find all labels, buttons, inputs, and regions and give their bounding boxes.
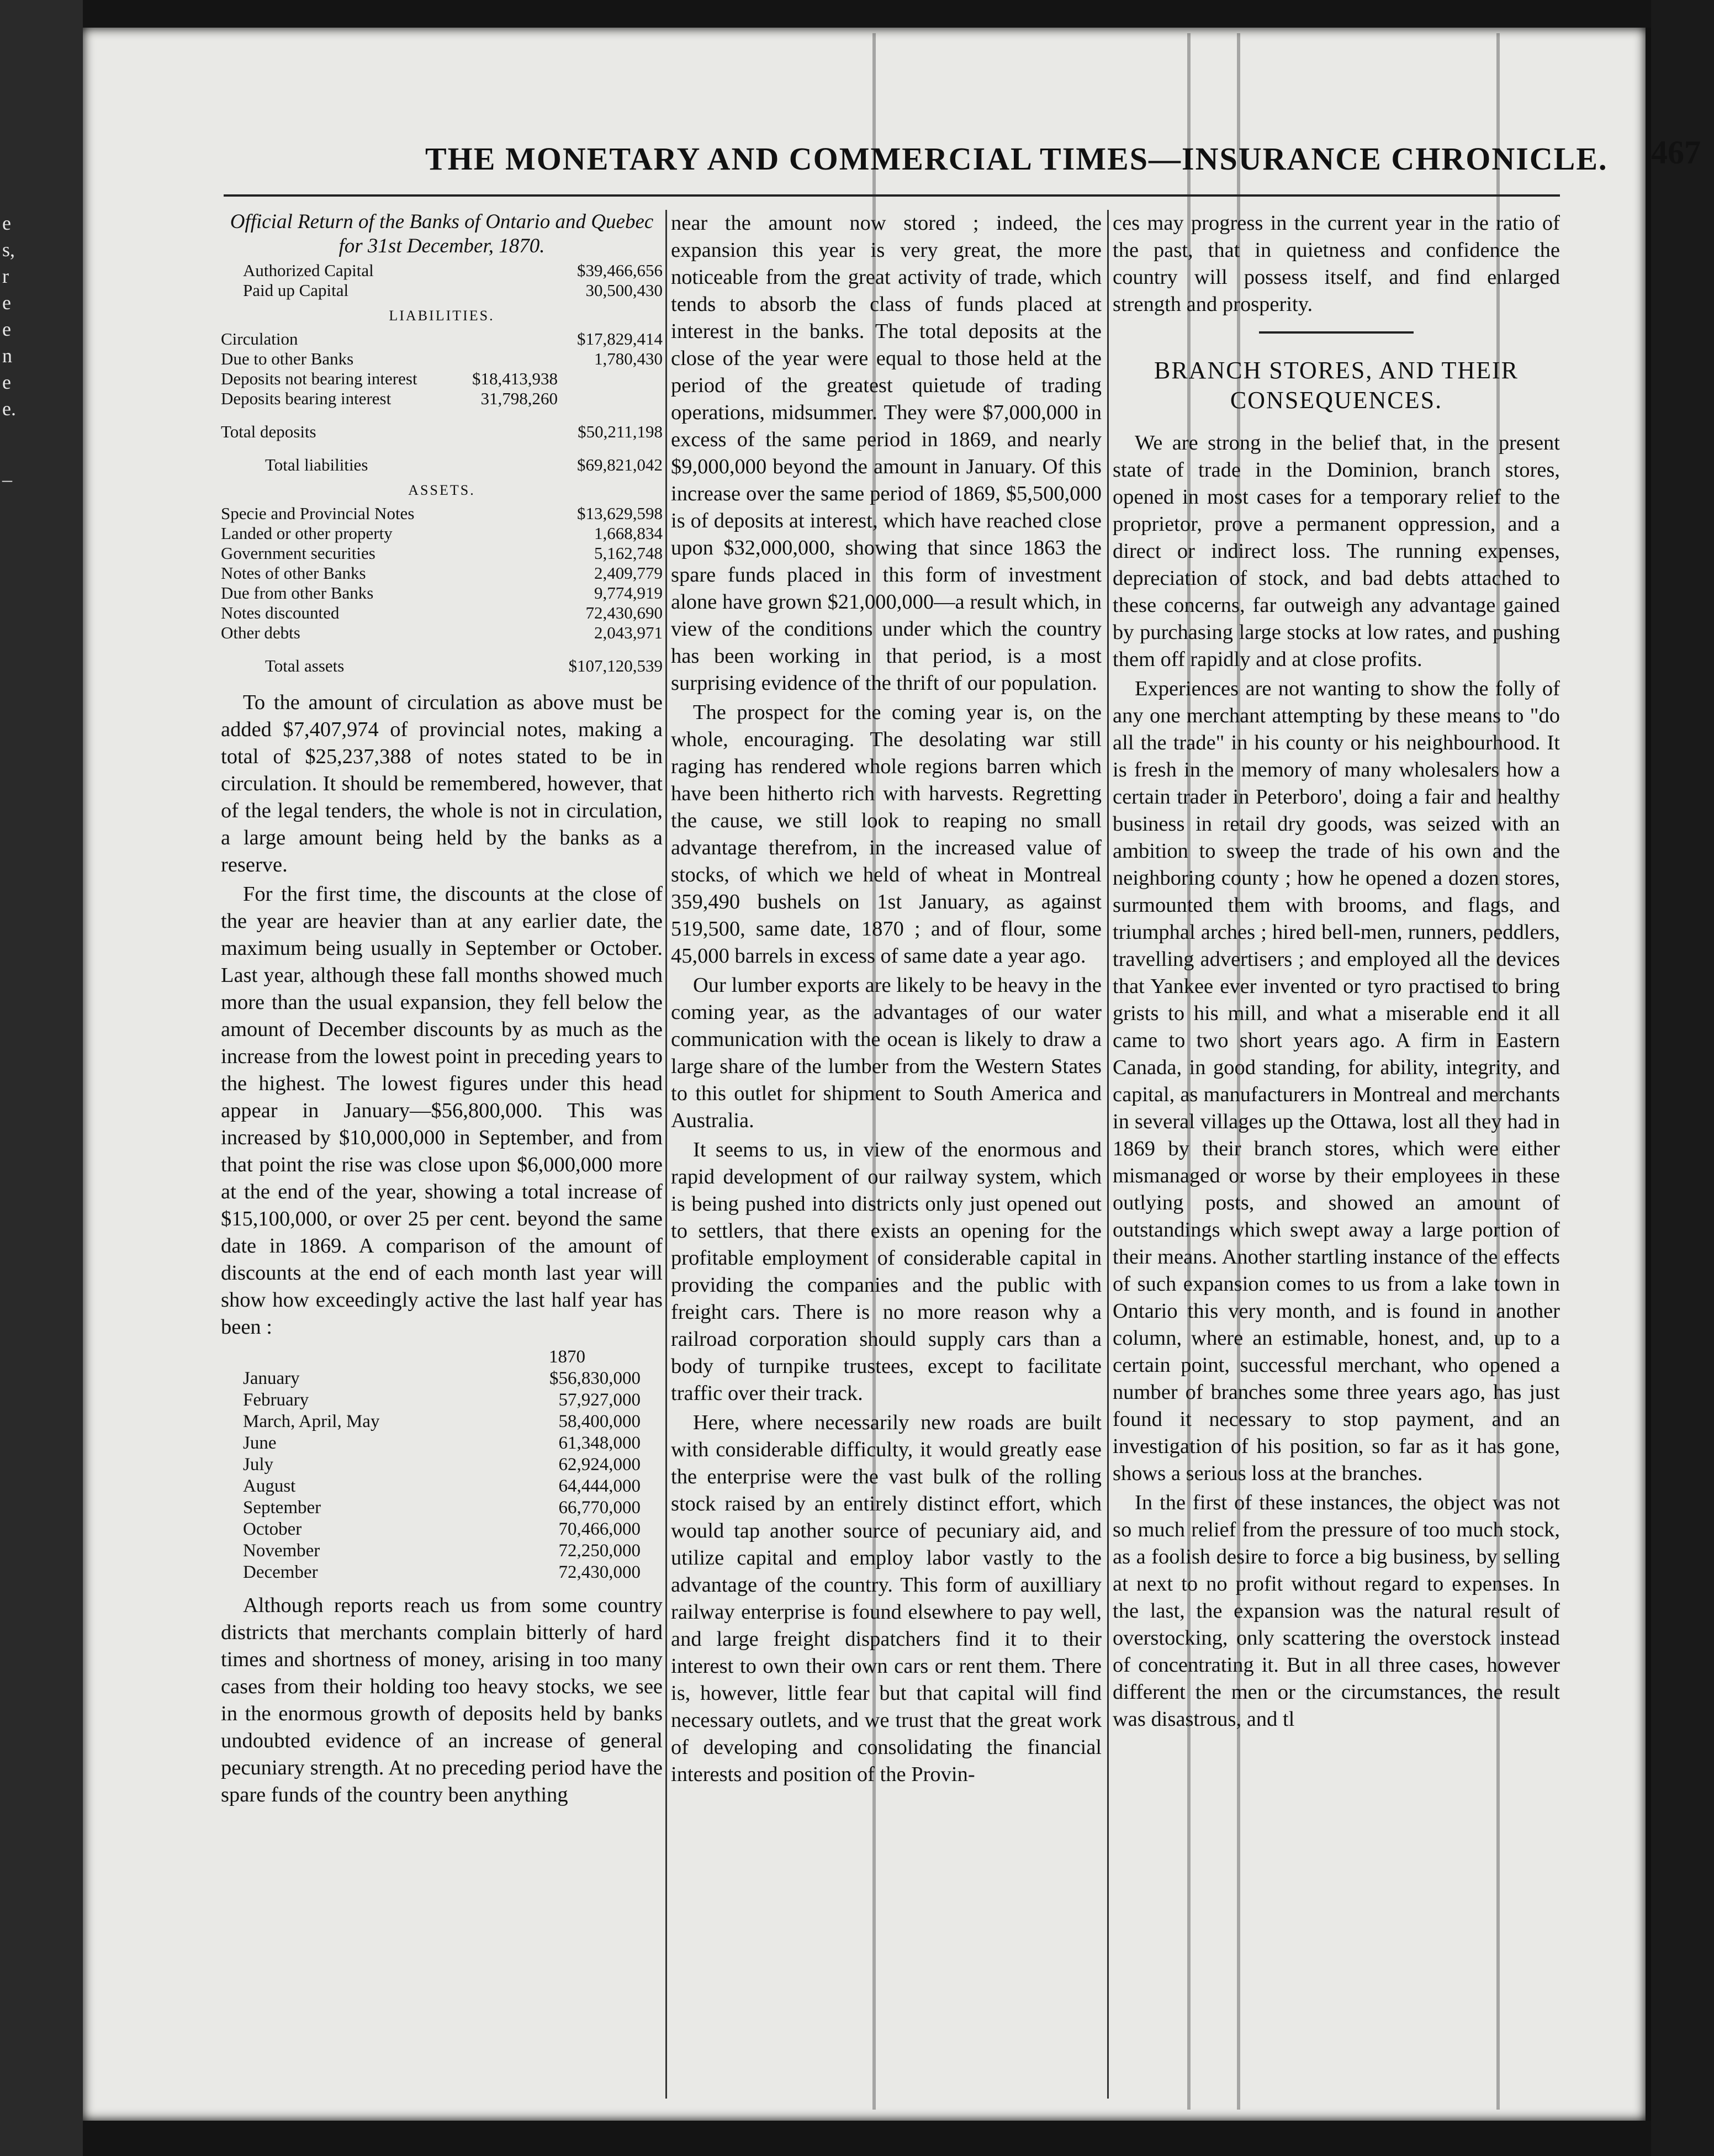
assets-heading: ASSETS. (408, 482, 475, 498)
month-row: August 64,444,000 (243, 1476, 641, 1496)
total-deposits-row: Total deposits $50,211,198 (221, 422, 663, 441)
monthly-discounts-table (243, 1346, 641, 1583)
paragraph: near the amount now stored ; indeed, the expansion this year is very great, the more noticeable from the great activity of trade, which tends to absorb the class of funds placed at interest in the banks. The total deposits at the close of the year were equal to those held at the period of the greatest quietude of trading operations, midsummer. They were $7,000,000 in excess of the same period in 1869, and nearly $9,000,000 beyond the amount in January. Of this increase over the same period of 1869, $5,500,000 is of deposits at interest, which have reached close upon $32,000,000, showing that since 1863 the spare funds placed in this form of investment alone have grown $21,000,000—a result which, in view of the conditions under which the country has been working in that period, is a most surprising evidence of the thrift of our population. (671, 212, 1102, 695)
ledger-row: Circulation $17,829,414 (221, 329, 663, 348)
bank-return-title: Official Return of the Banks of Ontario and Quebec for 31st December, 1870. (230, 210, 654, 257)
ledger-row: Deposits not bearing interest $18,413,938 (221, 369, 558, 388)
article-heading: BRANCH STORES, AND THEIR CONSEQUENCES. (1154, 357, 1519, 414)
ledger-row: Due from other Banks 9,774,919 (221, 583, 663, 603)
running-head: THE MONETARY AND COMMERCIAL TIMES—INSURANCE CHRONICLE. (425, 141, 1608, 177)
column-rule (1107, 210, 1109, 2099)
section-rule (1259, 331, 1414, 334)
paragraph: In the first of these instances, the object was not so much relief from the pressure of too much stock, as a foolish desire to force a big business, by selling at next to no profit without regard to expenses. In the last, the expansion was the natural result of overstocking, only scattering the overstock instead of concentrating it. But in all three cases, however different the men or the circumstances, the result was disastrous, and tl (1113, 1491, 1560, 1731)
paragraph: We are strong in the belief that, in the present state of trade in the Dominion, branch stores, opened in most cases for a temporary relief to the proprietor, prove a permanent oppression, and a direct or indirect loss. The running expenses, depreciation of stock, and bad debts attached to these concerns, far outweigh any advantage gained by purchasing large stocks at low rates, and pushing them off rapidly and at close profits. (1113, 431, 1560, 671)
column-1 (221, 210, 663, 1811)
paragraph: Although reports reach us from some country districts that merchants complain bitterly of hard times and shortness of money, arising in too many cases from their holding too heavy stocks, we see in the enormous growth of deposits held by banks undoubted evidence of an increase of general pecuniary strength. At no preceding period have the spare funds of the country been anything (221, 1594, 663, 1806)
paragraph: Experiences are not wanting to show the folly of any one merchant attempting by these means to "do all the trade" in his county or his neighbourhood. It is fresh in the memory of many wholesalers how a certain trader in Peterboro', doing a fair and healthy business in retail dry goods, was seized with an ambition to sweep the trade of his own and the neighboring county ; how he opened a dozen stores, surmounted them with brooms, and flags, and triumphal arches ; hired bell-men, runners, peddlers, travelling advertisers ; and employed all the devices that Yankee ever invented or tyro practised to bring grists to his mill, and what a miserable end it all came to two short years ago. A firm in Eastern Canada, in good standing, for ability, integrity, and capital, as manufacturers in Montreal and merchants in several villages up the Ottawa, lost all they had in 1869 by their branch stores, which were either mismanaged or worse by their employees in these outlying posts, and showed an amount of outstandings which swept away a large portion of their means. Another startling instance of the effects of such expansion comes to us from a lake town in Ontario this very month, and is found in another column, where an estimable, honest, and, up to a certain point, successful merchant, who opened a number of branches some three years ago, has just found it necessary to stop payment, and an investigation of his position, so far as it has gone, shows a serious loss at the branches. (1113, 677, 1560, 1485)
month-row: December 72,430,000 (243, 1562, 641, 1582)
paragraph: For the first time, the discounts at the close of the year are heavier than at any earlier date, the maximum being usually in September or October. Last year, although these fall months showed much more than the usual expansion, they fell below the amount of December discounts by as much as the increase from the lowest point in preceding years to the highest. The lowest figures under this head appear in January—$56,800,000. This was increased by $10,000,000 in September, and from that point the rise was close upon $6,000,000 more at the end of the year, showing a total increase of $15,100,000, or over 25 per cent. beyond the same date in 1869. A comparison of the amount of discounts at the end of each month last year will show how exceedingly active the last half year has been : (221, 883, 663, 1339)
month-row: February 57,927,000 (243, 1390, 641, 1410)
microfiche-border (1651, 0, 1714, 2156)
page-header (331, 105, 1701, 177)
ledger-row: Notes discounted 72,430,690 (221, 603, 663, 622)
ledger-row: Specie and Provincial Notes $13,629,598 (221, 504, 663, 523)
paragraph: Here, where necessarily new roads are built with considerable difficulty, it would greatly ease the enterprise were the vast bulk of the rolling stock raised by an entirely distinct effort, which would tap another source of pecuniary aid, and utilize capital and employ labor vastly to the advantage of the country. This form of auxilliary railway enterprise is found elsewhere to pay well, and large freight dispatchers find it to their interest to own their own cars or rent them. There is, however, little fear but that capital will find necessary outlets, and we trust that the great work of developing and consolidating the financial interests and position of the Provin- (671, 1411, 1102, 1786)
ledger-row: Paid up Capital 30,500,430 (243, 281, 663, 300)
paragraph: ces may progress in the current year in the ratio of the past, that in quietness and confidence the country will possess itself, and find enlarged strength and prosperity. (1113, 212, 1560, 316)
ledger-row: Landed or other property 1,668,834 (221, 524, 663, 543)
total-liabilities-row: Total liabilities $69,821,042 (265, 455, 663, 474)
table-year: 1870 (549, 1347, 585, 1367)
paragraph: Our lumber exports are likely to be heavy in the coming year, as the advantages of our water communication with the ocean is likely to draw a large share of the lumber from the Western States to this outlet for shipment to South America and Australia. (671, 974, 1102, 1132)
month-row: June 61,348,000 (243, 1433, 641, 1453)
ledger-row: Due to other Banks 1,780,430 (221, 349, 663, 368)
month-row: March, April, May 58,400,000 (243, 1412, 641, 1431)
month-row: September 66,770,000 (243, 1498, 641, 1518)
month-row: July 62,924,000 (243, 1455, 641, 1475)
month-row: October 70,466,000 (243, 1519, 641, 1539)
column-2 (671, 210, 1102, 1790)
page-number: 467 (1651, 134, 1701, 171)
paragraph: It seems to us, in view of the enormous and rapid development of our railway system, which is being pushed into districts only just opened out to settlers, that there exists an opening for the profitable employment of considerable capital in providing the companies and the public with freight cars. There is no more reason why a railroad corporation should supply cars than a body of turnpike trustees, except to facilitate traffic over their track. (671, 1138, 1102, 1405)
liabilities-heading: LIABILITIES. (389, 308, 495, 324)
ledger-row: Government securities 5,162,748 (221, 543, 663, 563)
paragraph: The prospect for the coming year is, on the whole, encouraging. The desolating war still raging has rendered whole regions barren which have been hitherto rich with harvests. Regretting the cause, we still look to reaping no small advantage therefrom, in the increased value of stocks, of which we held of wheat in Montreal 359,490 bushels on 1st January, as against 519,500, same date, 1870 ; and of flour, some 45,000 barrels in excess of same date a year ago. (671, 701, 1102, 968)
ledger-row: Notes of other Banks 2,409,779 (221, 563, 663, 583)
ledger-row: Deposits bearing interest 31,798,260 (221, 389, 558, 408)
month-row: January $56,830,000 (243, 1368, 641, 1388)
adjacent-page-edge (0, 0, 83, 2156)
ledger-row: Other debts 2,043,971 (221, 623, 663, 642)
ledger-row: Authorized Capital $39,466,656 (243, 261, 663, 280)
column-rule (665, 210, 667, 2099)
column-3 (1113, 210, 1560, 1735)
month-row: November 72,250,000 (243, 1541, 641, 1561)
adjacent-page-gutter-text: e s, r e e n e e. – (2, 212, 16, 490)
header-rule (224, 194, 1560, 197)
paragraph: To the amount of circulation as above must be added $7,407,974 of provincial notes, making a total of $25,237,388 of notes stated to be in circulation. It should be remembered, however, that of the legal tenders, the whole is not in circulation, a large amount being held by the banks as a reserve. (221, 691, 663, 876)
total-assets-row: Total assets $107,120,539 (265, 656, 663, 675)
bank-return-table (221, 261, 663, 676)
